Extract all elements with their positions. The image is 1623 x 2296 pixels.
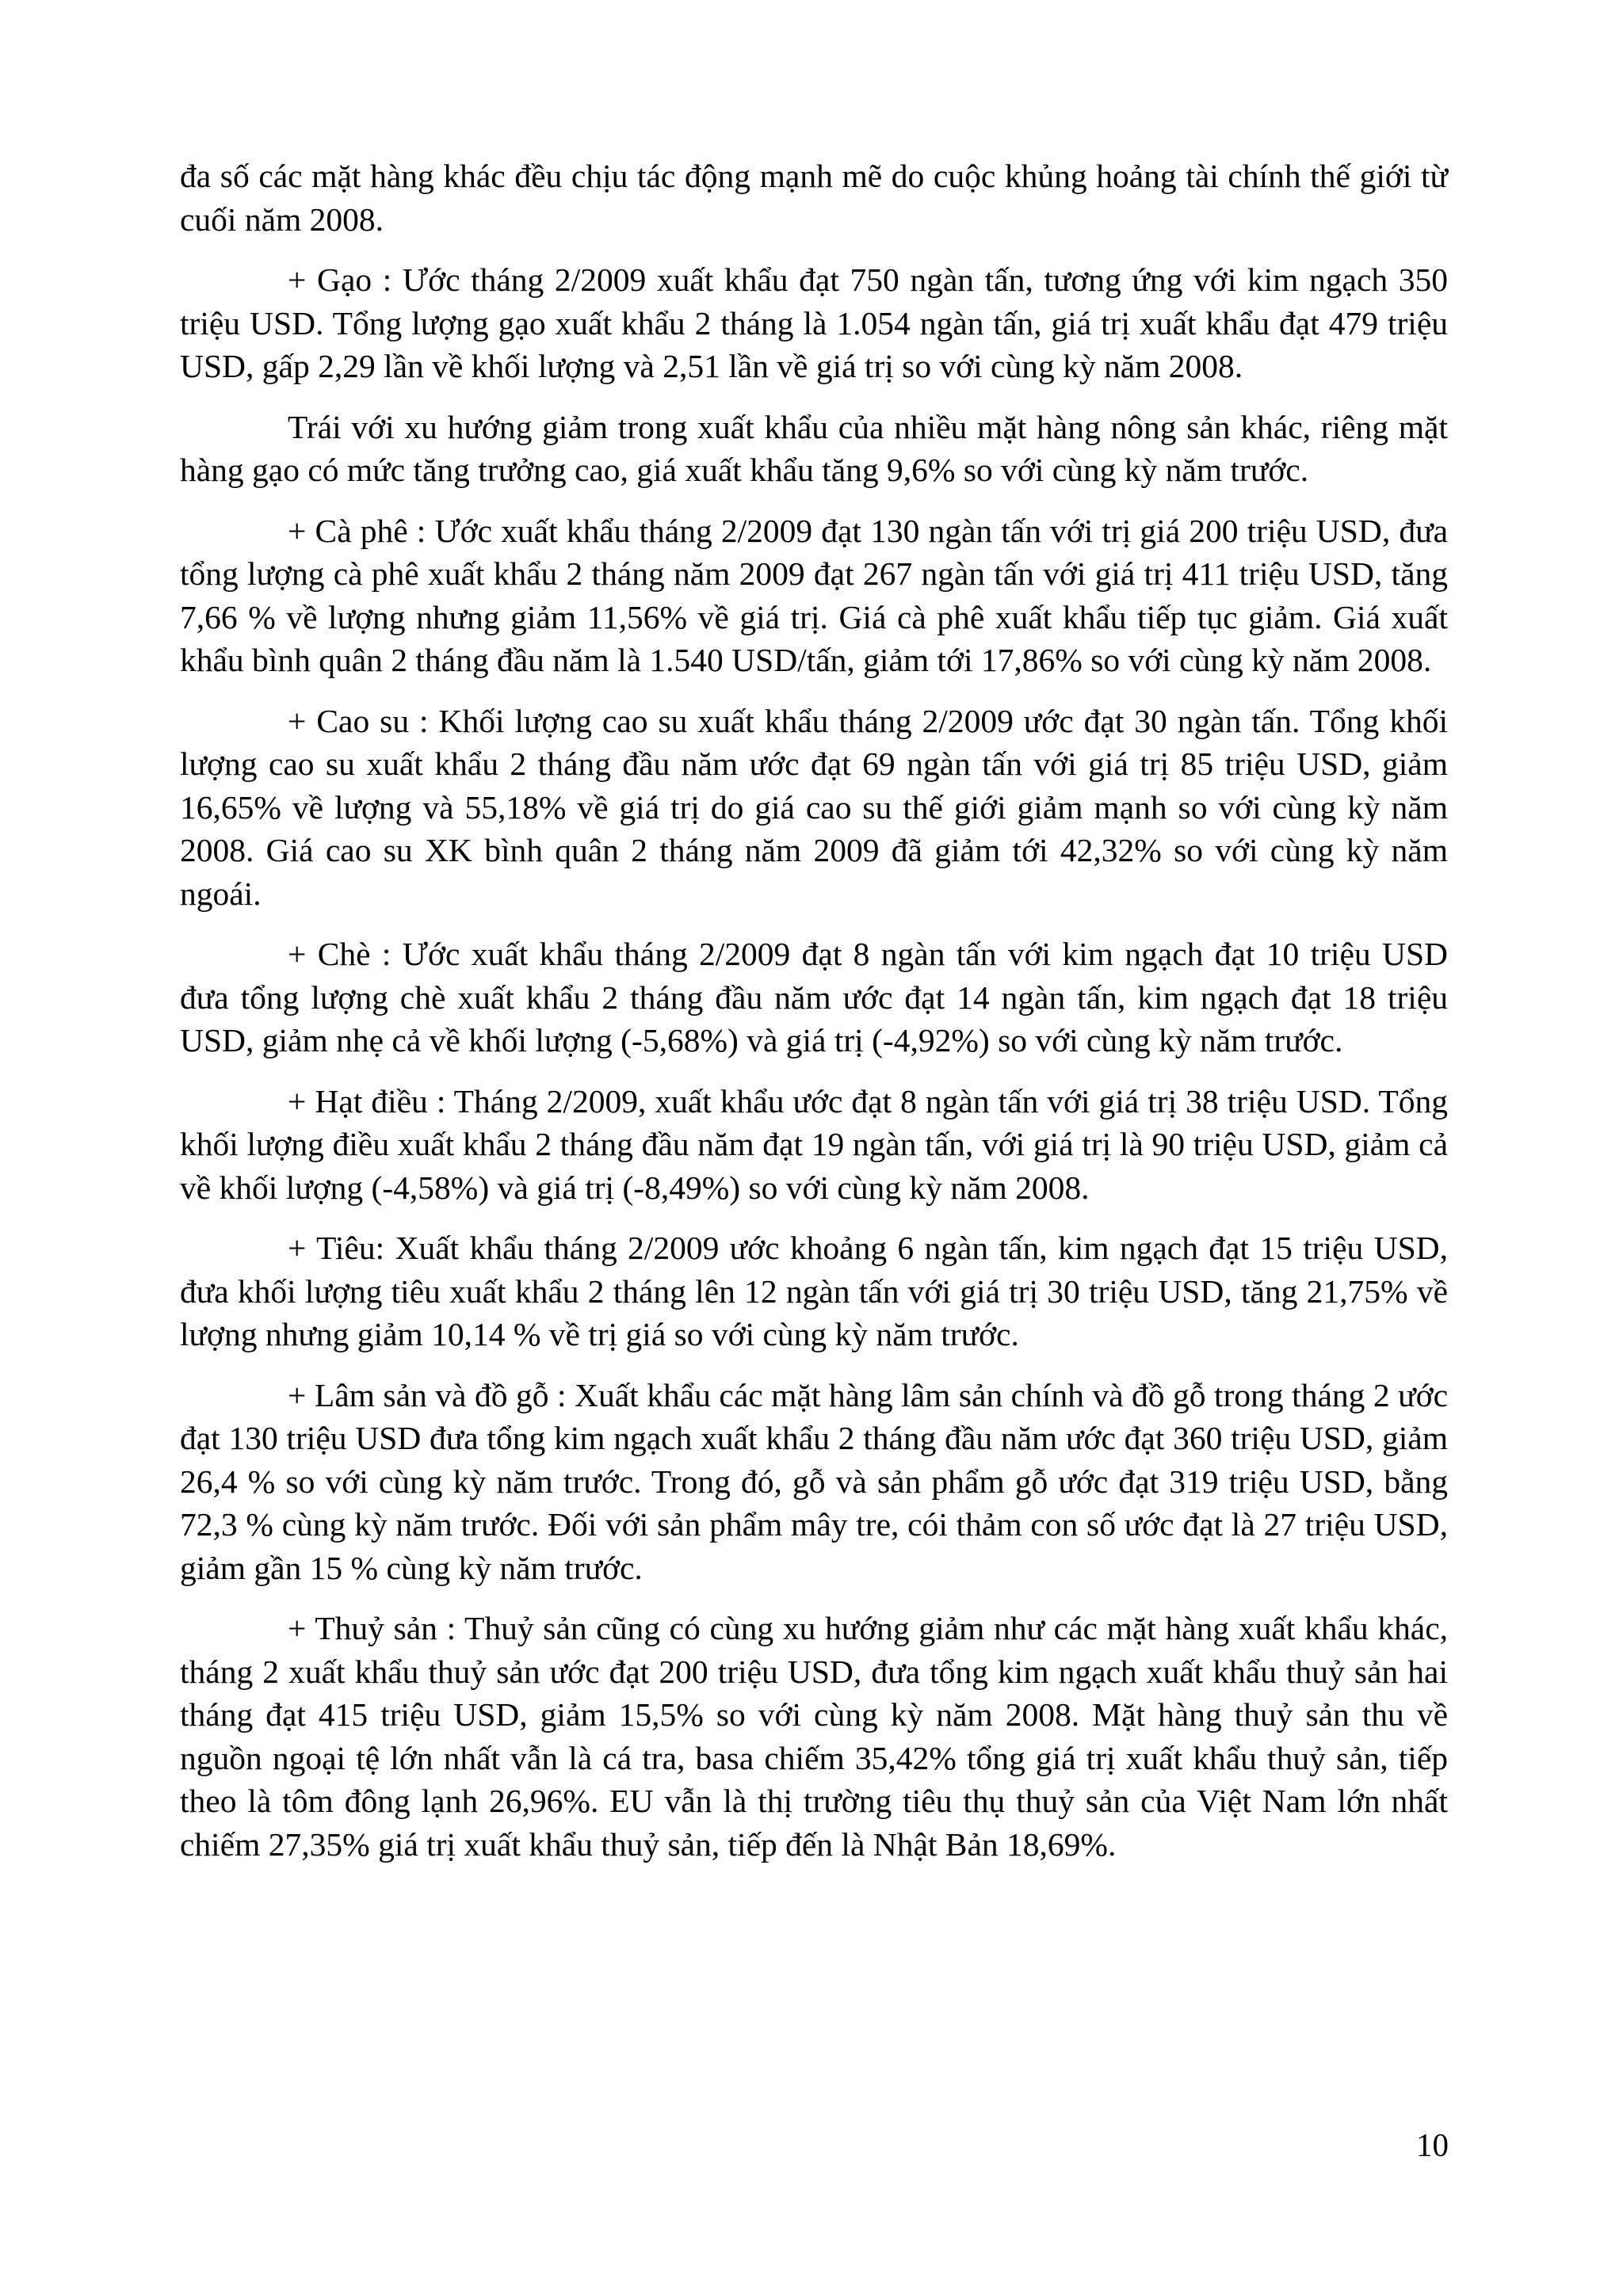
paragraph-forestry: + Lâm sản và đồ gỗ : Xuất khẩu các mặt hàng lâm sản chính và đồ gỗ trong tháng 2 ước đạt 130 triệu USD đưa tổng kim ngạch xuất khẩu 2 tháng đầu năm ước đạt 360 triệu USD, giảm 26,4 % so với cùng kỳ năm trước. Trong đó, gỗ và sản phẩm gỗ ước đạt 319 triệu USD, bằng 72,3 % cùng kỳ năm trước. Đối với sản phẩm mây tre, cói thảm con số ước đạt là 27 triệu USD, giảm gần 15 % cùng kỳ năm trước. [180, 1376, 1448, 1586]
paragraph-rice-trend: Trái với xu hướng giảm trong xuất khẩu của nhiều mặt hàng nông sản khác, riêng mặt hàng gạo có mức tăng trưởng cao, giá xuất khẩu tăng 9,6% so với cùng kỳ năm trước. [180, 408, 1448, 488]
paragraph-coffee: + Cà phê : Ước xuất khẩu tháng 2/2009 đạt 130 ngàn tấn với trị giá 200 triệu USD, đưa tổng lượng cà phê xuất khẩu 2 tháng năm 2009 đạt 267 ngàn tấn với giá trị 411 triệu USD, tăng 7,66 % về lượng nhưng giảm 11,56% về giá trị. Giá cà phê xuất khẩu tiếp tục giảm. Giá xuất khẩu bình quân 2 tháng đầu năm là 1.540 USD/tấn, giảm tới 17,86% so với cùng kỳ năm 2008. [180, 512, 1448, 678]
page-number: 10 [1416, 2126, 1449, 2163]
paragraph-rice: + Gạo : Ước tháng 2/2009 xuất khẩu đạt 750 ngàn tấn, tương ứng với kim ngạch 350 triệu USD. Tổng lượng gạo xuất khẩu 2 tháng là 1.054 ngàn tấn, giá trị xuất khẩu đạt 479 triệu USD, gấp 2,29 lần về khối lượng và 2,51 lần về giá trị so với cùng kỳ năm 2008. [180, 261, 1448, 384]
paragraph-cashew: + Hạt điều : Tháng 2/2009, xuất khẩu ước đạt 8 ngàn tấn với giá trị 38 triệu USD. Tổng khối lượng điều xuất khẩu 2 tháng đầu năm đạt 19 ngàn tấn, với giá trị là 90 triệu USD, giảm cả về khối lượng (-4,58%) và giá trị (-8,49%) so với cùng kỳ năm 2008. [180, 1082, 1448, 1206]
paragraph-rubber: + Cao su : Khối lượng cao su xuất khẩu tháng 2/2009 ước đạt 30 ngàn tấn. Tổng khối lượng cao su xuất khẩu 2 tháng đầu năm ước đạt 69 ngàn tấn với giá trị 85 triệu USD, giảm 16,65% về lượng và 55,18% về giá trị do giá cao su thế giới giảm mạnh so với cùng kỳ năm 2008. Giá cao su XK bình quân 2 tháng năm 2009 đã giảm tới 42,32% so với cùng kỳ năm ngoái. [180, 702, 1448, 912]
paragraph-continuation: đa số các mặt hàng khác đều chịu tác động mạnh mẽ do cuộc khủng hoảng tài chính thế giới từ cuối năm 2008. [180, 158, 1448, 238]
paragraph-pepper: + Tiêu: Xuất khẩu tháng 2/2009 ước khoảng 6 ngàn tấn, kim ngạch đạt 15 triệu USD, đưa khối lượng tiêu xuất khẩu 2 tháng lên 12 ngàn tấn với giá trị 30 triệu USD, tăng 21,75% về lượng nhưng giảm 10,14 % về trị giá so với cùng kỳ năm trước. [180, 1230, 1448, 1352]
paragraph-seafood: + Thuỷ sản : Thuỷ sản cũng có cùng xu hướng giảm như các mặt hàng xuất khẩu khác, tháng 2 xuất khẩu thuỷ sản ước đạt 200 triệu USD, đưa tổng kim ngạch xuất khẩu thuỷ sản hai tháng đạt 415 triệu USD, giảm 15,5% so với cùng kỳ năm 2008. Mặt hàng thuỷ sản thu về nguồn ngoại tệ lớn nhất vẫn là cá tra, basa chiếm 35,42% tổng giá trị xuất khẩu thuỷ sản, tiếp theo là tôm đông lạnh 26,96%. EU vẫn là thị trường tiêu thụ thuỷ sản của Việt Nam lớn nhất chiếm 27,35% giá trị xuất khẩu thuỷ sản, tiếp đến là Nhật Bản 18,69%. [180, 1610, 1448, 1863]
document-body [180, 154, 1448, 1883]
paragraph-tea: + Chè : Ước xuất khẩu tháng 2/2009 đạt 8 ngàn tấn với kim ngạch đạt 10 triệu USD đưa tổng lượng chè xuất khẩu 2 tháng đầu năm ước đạt 14 ngàn tấn, kim ngạch đạt 18 triệu USD, giảm nhẹ cả về khối lượng (-5,68%) và giá trị (-4,92%) so với cùng kỳ năm trước. [180, 936, 1448, 1058]
